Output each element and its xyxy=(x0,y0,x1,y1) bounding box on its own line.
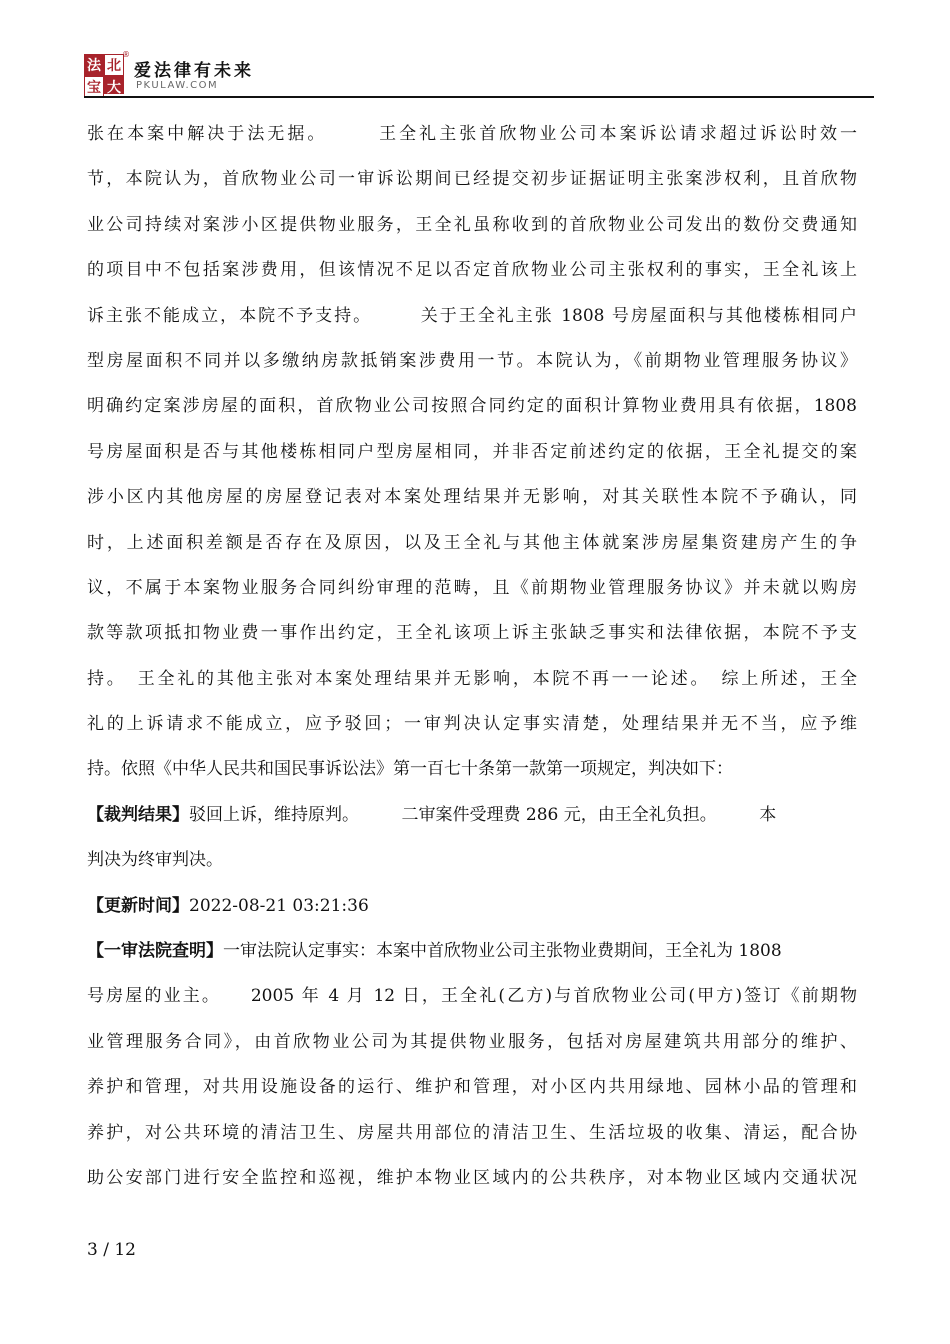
page-header xyxy=(84,52,874,98)
text-line: 礼的上诉请求不能成立，应予驳回；一审判决认定事实清楚，处理结果并无不当，应予维 xyxy=(87,714,857,735)
page-number: 3 / 12 xyxy=(87,1240,136,1260)
text-line: 时，上述面积差额是否存在及原因，以及王全礼与其他主体就案涉房屋集资建房产生的争 xyxy=(87,532,857,553)
pkulaw-logo xyxy=(84,54,124,94)
text-line: 款等款项抵扣物业费一事作出约定，王全礼该项上诉主张缺乏事实和法律依据，本院不予支 xyxy=(87,623,857,644)
text-line: 业管理服务合同》，由首欣物业公司为其提供物业服务，包括对房屋建筑共用部分的维护、 xyxy=(87,1031,857,1052)
logo-char: 北 xyxy=(104,54,124,76)
header-site: PKULAW.COM xyxy=(136,80,219,91)
first-instance-section xyxy=(87,929,857,974)
text-line: 号房屋的业主。 2005 年 4 月 12 日，王全礼(乙方)与首欣物业公司(甲方)签订《前期物 xyxy=(87,986,857,1007)
text-line: 号房屋面积是否与其他楼栋相同户型房屋相同，并非否定前述约定的依据，王全礼提交的案 xyxy=(87,441,857,462)
text-line: 持。 王全礼的其他主张对本案处理结果并无影响，本院不再一一论述。 综上所述，王全 xyxy=(87,668,857,689)
logo-char: 宝 xyxy=(84,76,104,98)
text-line: 养护和管理，对共用设施设备的运行、维护和管理，对小区内共用绿地、园林小品的管理和 xyxy=(87,1077,857,1098)
judgment-text: 驳回上诉，维持原判。 二审案件受理费 286 元，由王全礼负担。 本 xyxy=(189,804,777,825)
judgment-label: 【裁判结果】 xyxy=(87,804,189,825)
header-slogan: 爱法律有未来 xyxy=(134,61,254,81)
text-line: 业公司持续对案涉小区提供物业服务，王全礼虽称收到的首欣物业公司发出的数份交费通知 xyxy=(87,214,857,235)
document-body xyxy=(87,112,857,1201)
text-line: 型房屋面积不同并以多缴纳房款抵销案涉费用一节。本院认为，《前期物业管理服务协议》 xyxy=(87,350,857,371)
header-divider xyxy=(84,96,874,98)
text-line: 诉主张不能成立，本院不予支持。 关于王全礼主张 1808 号房屋面积与其他楼栋相同户 xyxy=(87,305,857,326)
text-line: 明确约定案涉房屋的面积，首欣物业公司按照合同约定的面积计算物业费用具有依据，1808 xyxy=(87,396,857,417)
text-line: 张在本案中解决于法无据。 王全礼主张首欣物业公司本案诉讼请求超过诉讼时效一 xyxy=(87,124,857,144)
text-line: 的项目中不包括案涉费用，但该情况不足以否定首欣物业公司主张权利的事实，王全礼该上 xyxy=(87,260,857,281)
updated-label: 【更新时间】 xyxy=(87,895,189,916)
judgment-section xyxy=(87,793,857,838)
text-line: 养护，对公共环境的清洁卫生、房屋共用部位的清洁卫生、生活垃圾的收集、清运，配合协 xyxy=(87,1122,857,1143)
text-line: 持。依照《中华人民共和国民事诉讼法》第一百七十条第一款第一项规定，判决如下： xyxy=(87,759,733,780)
text-line: 助公安部门进行安全监控和巡视，维护本物业区域内的公共秩序，对本物业区域内交通状况 xyxy=(87,1167,857,1188)
text-line: 判决为终审判决。 xyxy=(87,850,223,871)
logo-char: 大 xyxy=(107,80,121,96)
logo-char: 法 xyxy=(87,58,101,74)
text-line: 议，不属于本案物业服务合同纠纷审理的范畴，且《前期物业管理服务协议》并未就以购房 xyxy=(87,577,857,598)
first-instance-label: 【一审法院查明】 xyxy=(87,941,223,962)
updated-section xyxy=(87,884,857,929)
text-line: 节，本院认为，首欣物业公司一审诉讼期间已经提交初步证据证明主张案涉权利，且首欣物 xyxy=(87,169,857,190)
first-instance-text: 一审法院认定事实：本案中首欣物业公司主张物业费期间，王全礼为 1808 xyxy=(223,941,782,962)
text-line: 涉小区内其他房屋的房屋登记表对本案处理结果并无影响，对其关联性本院不予确认，同 xyxy=(87,487,857,508)
registered-mark: ® xyxy=(122,50,130,59)
updated-value: 2022-08-21 03:21:36 xyxy=(189,895,369,916)
